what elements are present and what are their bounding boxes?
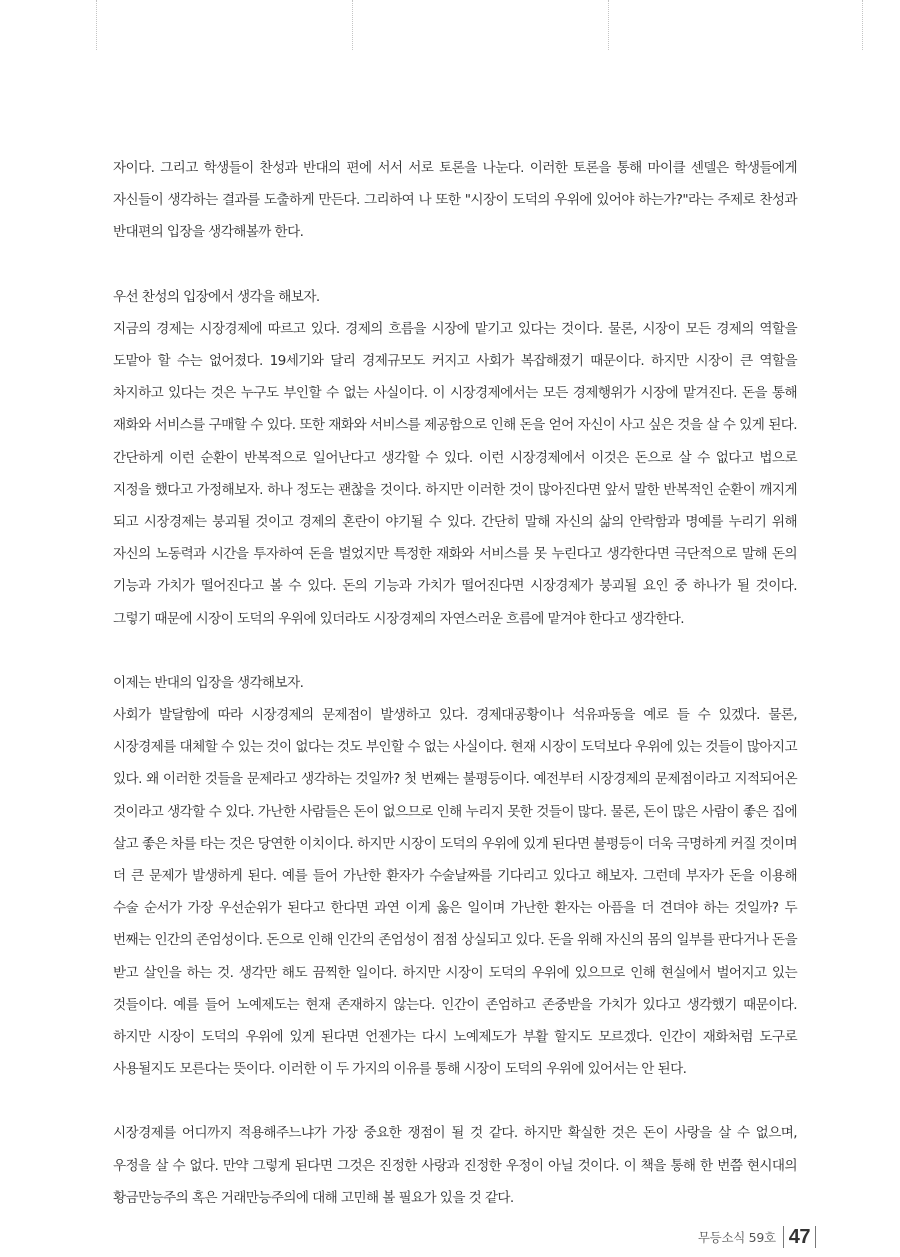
article-body — [113, 152, 797, 1214]
paragraph-intro: 자이다. 그리고 학생들이 찬성과 반대의 편에 서서 서로 토론을 나눈다. 이러한 토론을 통해 마이클 센델은 학생들에게 자신들이 생각하는 결과를 도출하게 만든다. 그리하여 나 또한 "시장이 도덕의 우위에 있어야 하는가?"라는 주제로 찬성과 반대편의 입장을 생각해볼까 한다. — [113, 160, 797, 241]
paragraph-conclusion: 시장경제를 어디까지 적용해주느냐가 가장 중요한 쟁점이 될 것 같다. 하지만 확실한 것은 돈이 사랑을 살 수 없으며, 우정을 살 수 없다. 만약 그렇게 된다면 그것은 진정한 사랑과 진정한 우정이 아닐 것이다. 이 책을 통해 한 번쯤 현시대의 황금만능주의 혹은 거래만능주의에 대해 고민해 볼 필요가 있을 것 같다. — [113, 1125, 797, 1206]
publication-name: 무등소식 59호 — [697, 1230, 776, 1245]
page-footer — [698, 1224, 816, 1250]
paragraph-con-argument: 사회가 발달함에 따라 시장경제의 문제점이 발생하고 있다. 경제대공황이나 석유파동을 예로 들 수 있겠다. 물론, 시장경제를 대체할 수 있는 것이 없다는 것도 부인할 수 없는 사실이다. 현재 시장이 도덕보다 우위에 있는 것들이 많아지고 있다. 왜 이러한 것들을 문제라고 생각하는 것일까? 첫 번째는 불평등이다. 예전부터 시장경제의 문제점이라고 지적되어온 것이라고 생각할 수 있다. 가난한 사람들은 돈이 없으므로 인해 누리지 못한 것들이 많다. 물론, 돈이 많은 사람이 좋은 집에 살고 좋은 차를 타는 것은 당연한 이치이다. 하지만 시장이 도덕의 우위에 있게 된다면 불평등이 더욱 극명하게 커질 것이며 더 큰 문제가 발생하게 된다. 예를 들어 가난한 환자가 수술날짜를 기다리고 있다고 해보자. 그런데 부자가 돈을 이용해 수술 순서가 가장 우선순위가 된다고 한다면 과연 이게 옳은 일이며 가난한 환자는 아픔을 더 견뎌야 하는 것일까? 두 번째는 인간의 존엄성이다. 돈으로 인해 인간의 존엄성이 점점 상실되고 있다. 돈을 위해 자신의 몸의 일부를 판다거나 돈을 받고 살인을 하는 것. 생각만 해도 끔찍한 일이다. 하지만 시장이 도덕의 우위에 있으므로 인해 현실에서 벌어지고 있는 것들이다. 예를 들어 노예제도는 현재 존재하지 않는다. 인간이 존엄하고 존중받을 가치가 있다고 생각했기 때문이다. 하지만 시장이 도덕의 우위에 있게 된다면 언젠가는 다시 노예제도가 부활 할지도 모르겠다. 인간이 재화처럼 도구로 사용될지도 모른다는 뜻이다. 이러한 이 두 가지의 이유를 통해 시장이 도덕의 우위에 있어서는 안 된다. — [113, 707, 797, 1078]
column-guide-line — [352, 0, 353, 50]
column-guide-line — [96, 0, 97, 50]
footer-divider — [783, 1226, 784, 1248]
column-guide-line — [862, 0, 863, 50]
paragraph-pro-argument: 지금의 경제는 시장경제에 따르고 있다. 경제의 흐름을 시장에 맡기고 있다는 것이다. 물론, 시장이 모든 경제의 역할을 도맡아 할 수는 없어졌다. 19세기와 달리 경제규모도 커지고 사회가 복잡해졌기 때문이다. 하지만 시장이 큰 역할을 차지하고 있다는 것은 누구도 부인할 수 없는 사실이다. 이 시장경제에서는 모든 경제행위가 시장에 맡겨진다. 돈을 통해 재화와 서비스를 구매할 수 있다. 또한 재화와 서비스를 제공함으로 인해 돈을 얻어 자신이 사고 싶은 것을 살 수 있게 된다. 간단하게 이런 순환이 반복적으로 일어난다고 생각할 수 있다. 이런 시장경제에서 이것은 돈으로 살 수 없다고 법으로 지정을 했다고 가정해보자. 하나 정도는 괜찮을 것이다. 하지만 이러한 것이 많아진다면 앞서 말한 반복적인 순환이 깨지게 되고 시장경제는 붕괴될 것이고 경제의 혼란이 야기될 수 있다. 간단히 말해 자신의 삶의 안락함과 명예를 누리기 위해 자신의 노동력과 시간을 투자하여 돈을 벌었지만 특정한 재화와 서비스를 못 누린다고 생각한다면 극단적으로 말해 돈의 기능과 가치가 떨어진다고 볼 수 있다. 돈의 기능과 가치가 떨어진다면 시장경제가 붕괴될 요인 중 하나가 될 것이다. 그렇기 때문에 시장이 도덕의 우위에 있더라도 시장경제의 자연스러운 흐름에 맡겨야 한다고 생각한다. — [113, 320, 797, 627]
paragraph-con-heading: 이제는 반대의 입장을 생각해보자. — [113, 674, 304, 691]
paragraph-pro-heading: 우선 찬성의 입장에서 생각을 해보자. — [113, 288, 320, 305]
column-guide-line — [608, 0, 609, 50]
page-number: 47 — [788, 1225, 810, 1248]
footer-divider — [815, 1226, 816, 1248]
